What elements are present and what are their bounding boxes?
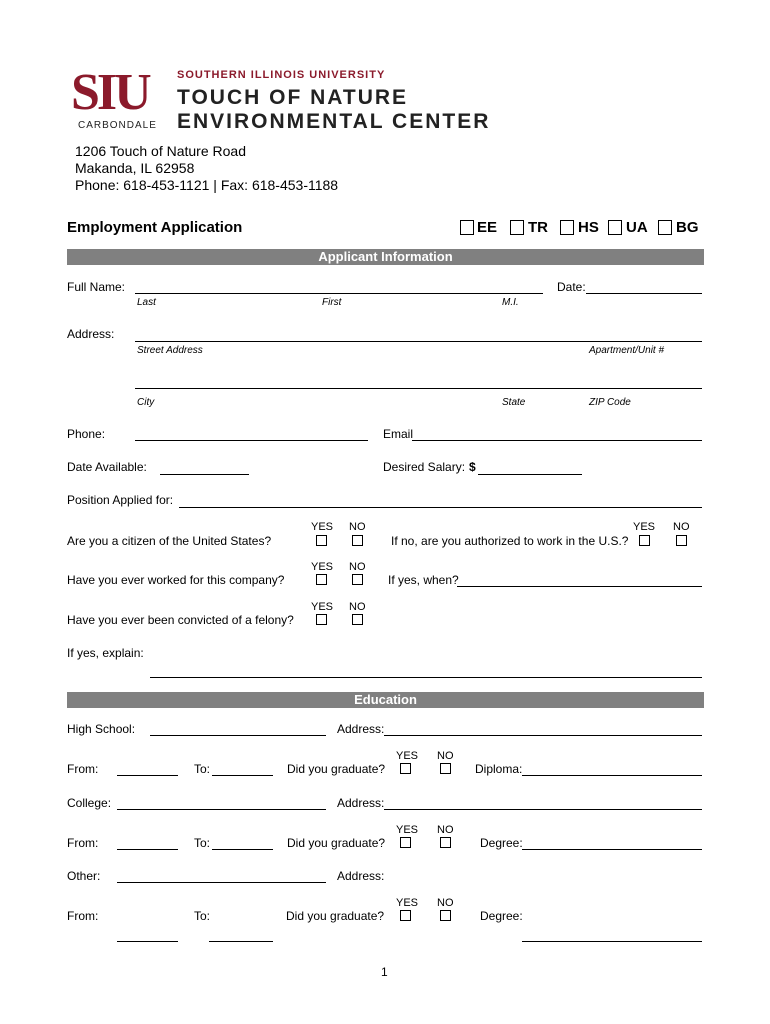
position-label: Position Applied for:: [67, 493, 174, 507]
citizen-question: Are you a citizen of the United States?: [67, 534, 272, 548]
code-ua-checkbox[interactable]: [608, 220, 622, 235]
hs-graduate-no-caption: NO: [437, 750, 454, 762]
city-state-zip-input[interactable]: [135, 388, 702, 389]
authorized-yes-caption: YES: [633, 521, 656, 533]
address-label: Address:: [67, 327, 115, 341]
high-school-label: High School:: [67, 722, 136, 736]
felony-question: Have you ever been convicted of a felony?: [67, 613, 294, 627]
hs-from-input[interactable]: [117, 775, 178, 776]
state-caption: State: [502, 397, 526, 408]
worked-no-caption: NO: [349, 561, 366, 573]
city-caption: City: [137, 397, 155, 408]
code-tr-label: TR: [528, 219, 548, 236]
college-label: College:: [67, 796, 112, 810]
other-from-input[interactable]: [117, 941, 178, 942]
other-graduate-yes-caption: YES: [396, 897, 419, 909]
college-to-input[interactable]: [212, 849, 273, 850]
citizen-no-caption: NO: [349, 521, 366, 533]
address-street: 1206 Touch of Nature Road: [75, 143, 246, 159]
code-ee-checkbox[interactable]: [460, 220, 474, 235]
mi-caption: M.I.: [502, 297, 519, 308]
authorized-no-checkbox[interactable]: [676, 535, 687, 546]
college-address-label: Address:: [337, 796, 385, 810]
hs-graduate-yes-checkbox[interactable]: [400, 763, 411, 774]
college-graduate-yes-checkbox[interactable]: [400, 837, 411, 848]
other-address-label: Address:: [337, 869, 385, 883]
date-input[interactable]: [586, 293, 702, 294]
high-school-address-input[interactable]: [384, 735, 702, 736]
apartment-caption: Apartment/Unit #: [589, 345, 665, 356]
other-graduate-yes-checkbox[interactable]: [400, 910, 411, 921]
position-input[interactable]: [179, 507, 702, 508]
address-contact: Phone: 618-453-1121 | Fax: 618-453-1188: [75, 177, 339, 193]
desired-salary-input[interactable]: [478, 474, 582, 475]
authorized-question: If no, are you authorized to work in the U.S.?: [391, 534, 629, 548]
college-address-input[interactable]: [384, 809, 702, 810]
high-school-input[interactable]: [150, 735, 326, 736]
hs-graduate-yes-caption: YES: [396, 750, 419, 762]
when-label: If yes, when?: [388, 573, 459, 587]
other-from-label: From:: [67, 909, 99, 923]
college-to-label: To:: [194, 836, 211, 850]
code-tr-checkbox[interactable]: [510, 220, 524, 235]
college-graduate-no-checkbox[interactable]: [440, 837, 451, 848]
high-school-address-label: Address:: [337, 722, 385, 736]
explain-input[interactable]: [150, 677, 702, 678]
felony-yes-caption: YES: [311, 601, 334, 613]
full-name-input[interactable]: [135, 293, 543, 294]
diploma-label: Diploma:: [475, 762, 523, 776]
email-label: Email: [383, 427, 414, 441]
code-ee-label: EE: [477, 219, 498, 236]
first-name-caption: First: [322, 297, 342, 308]
hs-graduate-question: Did you graduate?: [287, 762, 386, 776]
code-hs-label: HS: [578, 219, 599, 236]
college-from-label: From:: [67, 836, 99, 850]
logo-city: CARBONDALE: [78, 120, 157, 131]
other-label: Other:: [67, 869, 101, 883]
other-degree-label: Degree:: [480, 909, 523, 923]
hs-from-label: From:: [67, 762, 99, 776]
college-from-input[interactable]: [117, 849, 178, 850]
logo-line2: ENVIRONMENTAL CENTER: [177, 110, 491, 133]
diploma-input[interactable]: [522, 775, 702, 776]
worked-yes-checkbox[interactable]: [316, 574, 327, 585]
college-input[interactable]: [117, 809, 326, 810]
education-section-header: Education: [67, 692, 704, 708]
felony-no-caption: NO: [349, 601, 366, 613]
other-to-label: To:: [194, 909, 211, 923]
authorized-no-caption: NO: [673, 521, 690, 533]
last-name-caption: Last: [137, 297, 156, 308]
explain-label: If yes, explain:: [67, 646, 144, 660]
college-graduate-question: Did you graduate?: [287, 836, 386, 850]
citizen-no-checkbox[interactable]: [352, 535, 363, 546]
college-graduate-no-caption: NO: [437, 824, 454, 836]
hs-to-label: To:: [194, 762, 211, 776]
code-bg-checkbox[interactable]: [658, 220, 672, 235]
worked-question: Have you ever worked for this company?: [67, 573, 285, 587]
full-name-label: Full Name:: [67, 280, 126, 294]
date-available-label: Date Available:: [67, 460, 147, 474]
other-graduate-question: Did you graduate?: [286, 909, 385, 923]
hs-to-input[interactable]: [212, 775, 273, 776]
street-address-caption: Street Address: [137, 345, 203, 356]
phone-label: Phone:: [67, 427, 106, 441]
date-available-input[interactable]: [160, 474, 249, 475]
desired-salary-label: Desired Salary:: [383, 460, 466, 474]
logo-line1: TOUCH OF NATURE: [177, 86, 409, 109]
felony-yes-checkbox[interactable]: [316, 614, 327, 625]
street-address-input[interactable]: [135, 341, 702, 342]
code-bg-label: BG: [676, 219, 699, 236]
phone-input[interactable]: [135, 440, 368, 441]
page-number: 1: [381, 965, 388, 979]
citizen-yes-caption: YES: [311, 521, 334, 533]
hs-graduate-no-checkbox[interactable]: [440, 763, 451, 774]
worked-yes-caption: YES: [311, 561, 334, 573]
other-graduate-no-caption: NO: [437, 897, 454, 909]
other-input[interactable]: [117, 882, 326, 883]
worked-no-checkbox[interactable]: [352, 574, 363, 585]
authorized-yes-checkbox[interactable]: [639, 535, 650, 546]
zip-caption: ZIP Code: [589, 397, 631, 408]
citizen-yes-checkbox[interactable]: [316, 535, 327, 546]
logo-university: SOUTHERN ILLINOIS UNIVERSITY: [177, 69, 386, 81]
salary-dollar-sign: $: [469, 460, 476, 474]
address-city: Makanda, IL 62958: [75, 160, 195, 176]
form-title: Employment Application: [67, 219, 243, 236]
date-label: Date:: [557, 280, 586, 294]
code-hs-checkbox[interactable]: [560, 220, 574, 235]
college-degree-input[interactable]: [522, 849, 702, 850]
email-input[interactable]: [412, 440, 702, 441]
college-degree-label: Degree:: [480, 836, 523, 850]
other-graduate-no-checkbox[interactable]: [440, 910, 451, 921]
applicant-section-header: Applicant Information: [67, 249, 704, 265]
college-graduate-yes-caption: YES: [396, 824, 419, 836]
logo-mark: SIU: [71, 64, 149, 121]
other-to-input[interactable]: [209, 941, 273, 942]
other-degree-input[interactable]: [522, 941, 702, 942]
when-input[interactable]: [457, 586, 702, 587]
code-ua-label: UA: [626, 219, 648, 236]
felony-no-checkbox[interactable]: [352, 614, 363, 625]
